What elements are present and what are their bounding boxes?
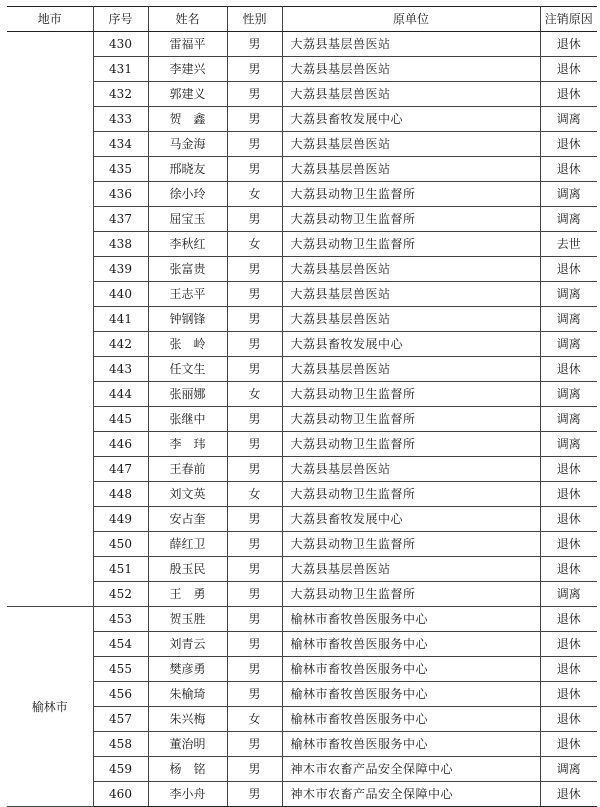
table-row <box>7 282 597 307</box>
number-cell: 434 <box>93 132 148 157</box>
original-unit-cell: 大荔县基层兽医站 <box>282 257 540 282</box>
original-unit-cell: 大荔县畜牧发展中心 <box>282 507 540 532</box>
original-unit-cell: 榆林市畜牧兽医服务中心 <box>282 707 540 732</box>
name-cell: 张 岭 <box>148 332 227 357</box>
original-unit-cell: 大荔县基层兽医站 <box>282 282 540 307</box>
table-row <box>7 607 597 632</box>
table-row <box>7 157 597 182</box>
number-cell: 447 <box>93 457 148 482</box>
gender-cell: 男 <box>227 532 282 557</box>
table-row <box>7 557 597 582</box>
original-unit-cell: 神木市农畜产品安全保障中心 <box>282 757 540 782</box>
name-cell: 王 勇 <box>148 582 227 607</box>
cancel-reason-cell: 调离 <box>540 582 597 607</box>
gender-cell: 男 <box>227 82 282 107</box>
cancel-reason-cell: 调离 <box>540 207 597 232</box>
cancel-reason-cell: 退休 <box>540 732 597 757</box>
name-cell: 李建兴 <box>148 57 227 82</box>
cancel-reason-cell: 退休 <box>540 257 597 282</box>
name-cell: 李秋红 <box>148 232 227 257</box>
number-cell: 448 <box>93 482 148 507</box>
number-cell: 450 <box>93 532 148 557</box>
cancel-reason-cell: 调离 <box>540 407 597 432</box>
cancel-reason-cell: 退休 <box>540 132 597 157</box>
cancel-reason-cell: 退休 <box>540 657 597 682</box>
number-cell: 458 <box>93 732 148 757</box>
cancel-reason-cell: 去世 <box>540 232 597 257</box>
name-cell: 朱榆琦 <box>148 682 227 707</box>
original-unit-cell: 榆林市畜牧兽医服务中心 <box>282 732 540 757</box>
name-cell: 王志平 <box>148 282 227 307</box>
name-cell: 董治明 <box>148 732 227 757</box>
header-row <box>7 7 597 32</box>
original-unit-cell: 大荔县动物卫生监督所 <box>282 532 540 557</box>
original-unit-cell: 大荔县基层兽医站 <box>282 557 540 582</box>
gender-cell: 女 <box>227 182 282 207</box>
table-row <box>7 57 597 82</box>
number-cell: 455 <box>93 657 148 682</box>
gender-cell: 男 <box>227 257 282 282</box>
original-unit-cell: 大荔县动物卫生监督所 <box>282 482 540 507</box>
cancel-reason-cell: 调离 <box>540 182 597 207</box>
table-row <box>7 582 597 607</box>
table-row <box>7 307 597 332</box>
table-row <box>7 532 597 557</box>
number-cell: 430 <box>93 32 148 57</box>
cancel-reason-cell: 退休 <box>540 607 597 632</box>
name-cell: 屈宝玉 <box>148 207 227 232</box>
number-cell: 457 <box>93 707 148 732</box>
gender-cell: 男 <box>227 132 282 157</box>
gender-cell: 男 <box>227 107 282 132</box>
gender-cell: 男 <box>227 757 282 782</box>
number-cell: 453 <box>93 607 148 632</box>
gender-cell: 男 <box>227 57 282 82</box>
name-cell: 郭建义 <box>148 82 227 107</box>
original-unit-cell: 榆林市畜牧兽医服务中心 <box>282 632 540 657</box>
region-cell: 榆林市 <box>7 607 93 807</box>
cancel-reason-cell: 调离 <box>540 282 597 307</box>
header-number: 序号 <box>93 7 148 32</box>
name-cell: 贺玉胜 <box>148 607 227 632</box>
name-cell: 徐小玲 <box>148 182 227 207</box>
cancel-reason-cell: 退休 <box>540 782 597 807</box>
number-cell: 431 <box>93 57 148 82</box>
cancel-reason-cell: 退休 <box>540 32 597 57</box>
cancel-reason-cell: 退休 <box>540 682 597 707</box>
name-cell: 殷玉民 <box>148 557 227 582</box>
original-unit-cell: 大荔县动物卫生监督所 <box>282 582 540 607</box>
gender-cell: 男 <box>227 557 282 582</box>
header-original-unit: 原单位 <box>282 7 540 32</box>
number-cell: 442 <box>93 332 148 357</box>
gender-cell: 男 <box>227 632 282 657</box>
table-row <box>7 432 597 457</box>
table-row <box>7 632 597 657</box>
name-cell: 钟钢锋 <box>148 307 227 332</box>
name-cell: 王春前 <box>148 457 227 482</box>
cancel-reason-cell: 退休 <box>540 82 597 107</box>
name-cell: 邢晓友 <box>148 157 227 182</box>
original-unit-cell: 大荔县基层兽医站 <box>282 157 540 182</box>
cancel-reason-cell: 退休 <box>540 532 597 557</box>
header-region: 地市 <box>7 7 93 32</box>
gender-cell: 男 <box>227 432 282 457</box>
table-row <box>7 407 597 432</box>
header-cancel-reason: 注销原因 <box>540 7 597 32</box>
table-row <box>7 657 597 682</box>
name-cell: 张富贵 <box>148 257 227 282</box>
gender-cell: 女 <box>227 707 282 732</box>
gender-cell: 男 <box>227 582 282 607</box>
name-cell: 李 玮 <box>148 432 227 457</box>
name-cell: 雷福平 <box>148 32 227 57</box>
name-cell: 樊彦勇 <box>148 657 227 682</box>
name-cell: 贺 鑫 <box>148 107 227 132</box>
cancel-reason-cell: 退休 <box>540 157 597 182</box>
name-cell: 刘文英 <box>148 482 227 507</box>
original-unit-cell: 大荔县基层兽医站 <box>282 57 540 82</box>
original-unit-cell: 大荔县基层兽医站 <box>282 132 540 157</box>
cancel-reason-cell: 退休 <box>540 57 597 82</box>
table-row <box>7 257 597 282</box>
gender-cell: 女 <box>227 382 282 407</box>
gender-cell: 男 <box>227 207 282 232</box>
table-body <box>7 32 597 807</box>
cancel-reason-cell: 退休 <box>540 482 597 507</box>
table-row <box>7 707 597 732</box>
number-cell: 435 <box>93 157 148 182</box>
original-unit-cell: 大荔县动物卫生监督所 <box>282 232 540 257</box>
name-cell: 张继中 <box>148 407 227 432</box>
gender-cell: 男 <box>227 32 282 57</box>
name-cell: 马金海 <box>148 132 227 157</box>
number-cell: 460 <box>93 782 148 807</box>
original-unit-cell: 大荔县基层兽医站 <box>282 32 540 57</box>
number-cell: 433 <box>93 107 148 132</box>
number-cell: 444 <box>93 382 148 407</box>
number-cell: 440 <box>93 282 148 307</box>
cancel-reason-cell: 调离 <box>540 332 597 357</box>
number-cell: 439 <box>93 257 148 282</box>
name-cell: 杨 铭 <box>148 757 227 782</box>
number-cell: 437 <box>93 207 148 232</box>
gender-cell: 男 <box>227 507 282 532</box>
number-cell: 432 <box>93 82 148 107</box>
name-cell: 朱兴梅 <box>148 707 227 732</box>
cancel-reason-cell: 调离 <box>540 107 597 132</box>
number-cell: 449 <box>93 507 148 532</box>
number-cell: 459 <box>93 757 148 782</box>
original-unit-cell: 大荔县基层兽医站 <box>282 457 540 482</box>
number-cell: 443 <box>93 357 148 382</box>
name-cell: 李小舟 <box>148 782 227 807</box>
name-cell: 安占奎 <box>148 507 227 532</box>
gender-cell: 男 <box>227 457 282 482</box>
original-unit-cell: 大荔县基层兽医站 <box>282 357 540 382</box>
table-row <box>7 32 597 57</box>
number-cell: 436 <box>93 182 148 207</box>
original-unit-cell: 大荔县畜牧发展中心 <box>282 107 540 132</box>
original-unit-cell: 大荔县基层兽医站 <box>282 307 540 332</box>
number-cell: 451 <box>93 557 148 582</box>
original-unit-cell: 大荔县动物卫生监督所 <box>282 382 540 407</box>
table-row <box>7 782 597 807</box>
cancel-reason-cell: 退休 <box>540 457 597 482</box>
original-unit-cell: 榆林市畜牧兽医服务中心 <box>282 607 540 632</box>
original-unit-cell: 大荔县动物卫生监督所 <box>282 207 540 232</box>
table-row <box>7 357 597 382</box>
gender-cell: 女 <box>227 232 282 257</box>
table-row <box>7 382 597 407</box>
header-name: 姓名 <box>148 7 227 32</box>
personnel-table <box>7 6 597 807</box>
table-row <box>7 482 597 507</box>
original-unit-cell: 大荔县动物卫生监督所 <box>282 407 540 432</box>
cancel-reason-cell: 调离 <box>540 432 597 457</box>
original-unit-cell: 大荔县畜牧发展中心 <box>282 332 540 357</box>
table-row <box>7 682 597 707</box>
cancel-reason-cell: 退休 <box>540 557 597 582</box>
original-unit-cell: 大荔县动物卫生监督所 <box>282 182 540 207</box>
number-cell: 456 <box>93 682 148 707</box>
table-row <box>7 457 597 482</box>
gender-cell: 男 <box>227 332 282 357</box>
gender-cell: 男 <box>227 357 282 382</box>
original-unit-cell: 大荔县动物卫生监督所 <box>282 432 540 457</box>
cancel-reason-cell: 调离 <box>540 307 597 332</box>
original-unit-cell: 神木市农畜产品安全保障中心 <box>282 782 540 807</box>
name-cell: 刘青云 <box>148 632 227 657</box>
number-cell: 446 <box>93 432 148 457</box>
gender-cell: 男 <box>227 407 282 432</box>
table-row <box>7 757 597 782</box>
number-cell: 438 <box>93 232 148 257</box>
gender-cell: 男 <box>227 782 282 807</box>
cancel-reason-cell: 调离 <box>540 757 597 782</box>
header-gender: 性别 <box>227 7 282 32</box>
cancel-reason-cell: 调离 <box>540 382 597 407</box>
table-row <box>7 182 597 207</box>
number-cell: 441 <box>93 307 148 332</box>
name-cell: 任文生 <box>148 357 227 382</box>
name-cell: 张丽娜 <box>148 382 227 407</box>
gender-cell: 男 <box>227 732 282 757</box>
cancel-reason-cell: 退休 <box>540 707 597 732</box>
table-row <box>7 132 597 157</box>
region-cell <box>7 32 93 607</box>
gender-cell: 女 <box>227 482 282 507</box>
table-row <box>7 332 597 357</box>
gender-cell: 男 <box>227 307 282 332</box>
table-row <box>7 82 597 107</box>
number-cell: 452 <box>93 582 148 607</box>
gender-cell: 男 <box>227 607 282 632</box>
table-row <box>7 232 597 257</box>
table-row <box>7 507 597 532</box>
gender-cell: 男 <box>227 657 282 682</box>
cancel-reason-cell: 退休 <box>540 507 597 532</box>
number-cell: 445 <box>93 407 148 432</box>
original-unit-cell: 榆林市畜牧兽医服务中心 <box>282 682 540 707</box>
table-row <box>7 207 597 232</box>
cancel-reason-cell: 退休 <box>540 632 597 657</box>
table-row <box>7 732 597 757</box>
gender-cell: 男 <box>227 282 282 307</box>
cancel-reason-cell: 退休 <box>540 357 597 382</box>
table-row <box>7 107 597 132</box>
original-unit-cell: 大荔县基层兽医站 <box>282 82 540 107</box>
gender-cell: 男 <box>227 157 282 182</box>
name-cell: 薛红卫 <box>148 532 227 557</box>
number-cell: 454 <box>93 632 148 657</box>
gender-cell: 男 <box>227 682 282 707</box>
original-unit-cell: 榆林市畜牧兽医服务中心 <box>282 657 540 682</box>
